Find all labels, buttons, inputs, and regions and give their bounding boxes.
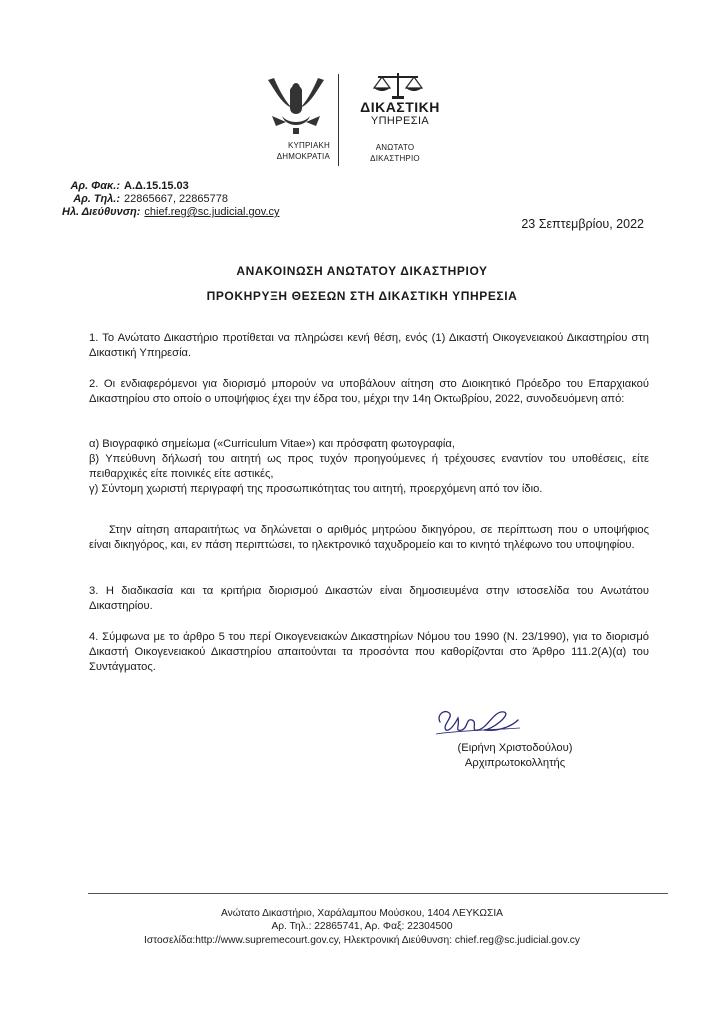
file-ref-value: Α.Δ.15.15.03 (124, 180, 189, 192)
paragraph-1 (89, 331, 649, 361)
footer-web-email: Ιστοσελίδα:http://www.supremecourt.gov.cy, Ηλεκτρονική Διεύθυνση: chief.reg@sc.judicial.gov.cy (144, 935, 580, 946)
footer-address: Ανώτατο Δικαστήριο, Χαράλαμπου Μούσκου, 1404 ΛΕΥΚΩΣΙΑ (221, 908, 503, 919)
header-divider (338, 74, 339, 166)
file-ref-row (62, 180, 280, 193)
scales-of-justice-icon (372, 70, 424, 100)
paragraph-note-text: Στην αίτηση απαραιτήτως να δηλώνεται ο αριθμός μητρώου δικηγόρου, σε περίπτωση που ο υποψήφιος είναι δικηγόρος, και, εν πάση περιπτώσει, το ηλεκτρονικό ταχυδρομείο και το κινητό τηλέφωνο του υποψηφίου. (89, 524, 649, 551)
list-item-b: β) Υπεύθυνη δήλωσή του αιτητή ως προς τυχόν προηγούμενες ή τρέχουσες εναντίον του υποθέσεις, είτε πειθαρχικές είτε ποινικές είτε αστικές, (89, 453, 649, 480)
email-ref-label: Ηλ. Διεύθυνση: (62, 206, 141, 218)
list-item-c: γ) Σύντομη χωριστή περιγραφή της προσωπικότητας του αιτητή, προερχόμενη από τον ίδιο. (89, 483, 543, 495)
signer-name: (Ειρήνη Χριστοδούλου) (457, 742, 573, 754)
handwritten-signature-icon (432, 700, 522, 740)
document-date: 23 Σεπτεμβρίου, 2022 (521, 217, 644, 231)
paragraph-2 (89, 377, 649, 407)
paragraph-3 (89, 584, 649, 614)
paragraph-note (89, 523, 649, 553)
reference-block (62, 180, 280, 219)
footer-phone-fax: Αρ. Τηλ.: 22865741, Αρ. Φαξ: 22304500 (271, 921, 453, 932)
emblem-caption-line1: ΚΥΠΡΙΑΚΗ (287, 141, 330, 150)
emblem-caption-line2: ΔΗΜΟΚΡΑΤΙΑ (276, 152, 330, 161)
signer-title: Αρχιπρωτοκολλητής (464, 757, 566, 769)
phone-ref-label: Αρ. Τηλ.: (73, 193, 120, 205)
paragraph-4-text: 4. Σύμφωνα με το άρθρο 5 του περί Οικογενειακών Δικαστηρίων Νόμου του 1990 (Ν. 23/1990), για το διορισμό Δικαστή Οικογενειακού Δικαστηρίου απαιτούνται τα προσόντα που καθορίζονται στο Άρθρο 111.2(Α)(α) του Συντάγματος. (89, 631, 649, 673)
paragraph-4 (89, 630, 649, 675)
announcement-heading: ΑΝΑΚΟΙΝΩΣΗ ΑΝΩΤΑΤΟΥ ΔΙΚΑΣΤΗΡΙΟΥ (236, 264, 488, 278)
cyprus-emblem-icon (262, 72, 330, 138)
footer-divider (88, 893, 668, 894)
judicial-service-subtitle: ΥΠΗΡΕΣΙΑ (370, 115, 430, 127)
requirements-list (89, 437, 649, 497)
judicial-caption-line1: ΑΝΩΤΑΤΟ (375, 143, 415, 152)
file-ref-label: Αρ. Φακ.: (70, 180, 120, 192)
list-item-a: α) Βιογραφικό σημείωμα («Curriculum Vitae») και πρόσφατη φωτογραφία, (89, 438, 455, 450)
phone-ref-value: 22865667, 22865778 (124, 193, 228, 205)
cyprus-emblem-caption (248, 140, 330, 162)
judicial-service-title: ΔΙΚΑΣΤΙΚΗ (360, 99, 440, 115)
judicial-caption-line2: ΔΙΚΑΣΤΗΡΙΟ (370, 154, 420, 163)
paragraph-1-text: 1. Το Ανώτατο Δικαστήριο προτίθεται να πληρώσει κενή θέση, ενός (1) Δικαστή Οικογενειακού Δικαστηρίου στη Δικαστική Υπηρεσία. (89, 332, 649, 359)
email-ref-link[interactable]: chief.reg@sc.judicial.gov.cy (144, 206, 280, 218)
email-ref-row (62, 206, 280, 219)
supreme-court-caption (355, 142, 435, 164)
announcement-subheading: ΠΡΟΚΗΡΥΞΗ ΘΕΣΕΩΝ ΣΤΗ ΔΙΚΑΣΤΙΚΗ ΥΠΗΡΕΣΙΑ (206, 289, 518, 303)
paragraph-2-text: 2. Οι ενδιαφερόμενοι για διορισμό μπορούν να υποβάλουν αίτηση στο Διοικητικό Πρόεδρο του Επαρχιακού Δικαστηρίου στο οποίο ο υποψήφιος έχει την έδρα του, μέχρι την 14η Οκτωβρίου, 2022, συνοδευόμενη από: (89, 378, 649, 405)
phone-ref-row (62, 193, 280, 206)
paragraph-3-text: 3. Η διαδικασία και τα κριτήρια διορισμού Δικαστών είναι δημοσιευμένα στην ιστοσελίδα του Ανωτάτου Δικαστηρίου. (89, 585, 649, 612)
